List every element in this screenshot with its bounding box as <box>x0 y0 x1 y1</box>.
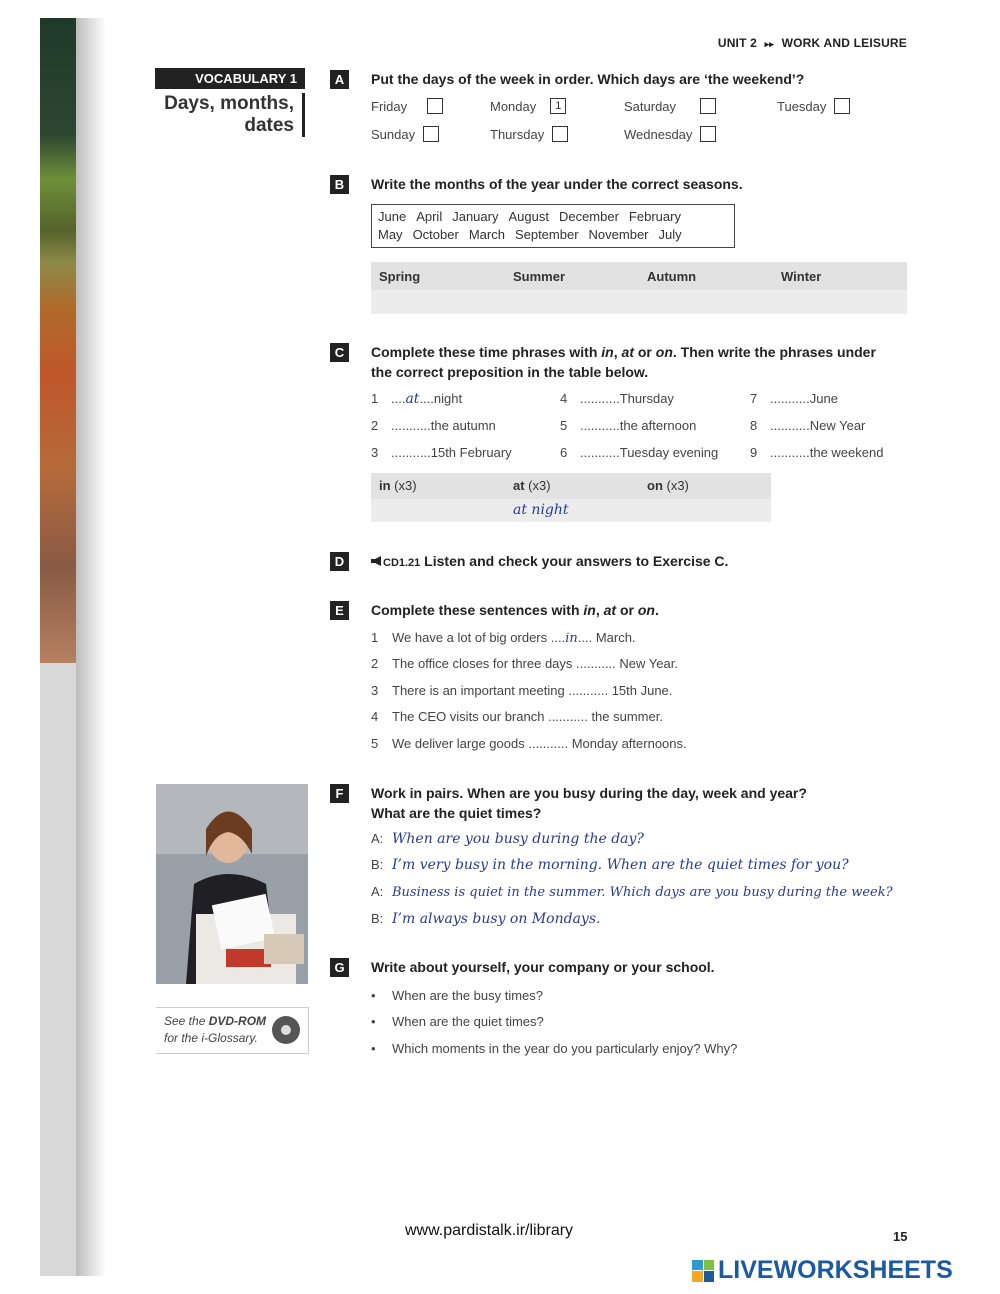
day-answer-box[interactable]: 1 <box>550 98 566 114</box>
instruction-text: or <box>616 602 638 618</box>
phrase-number: 7 <box>750 391 758 406</box>
section-d-instruction <box>371 551 911 573</box>
phrase-answer[interactable]: at <box>405 391 420 407</box>
season-header: Summer <box>513 269 566 284</box>
season-header: Winter <box>781 269 822 284</box>
businesswoman-photo <box>156 784 308 984</box>
sentence-text: 15th June. <box>611 683 673 698</box>
month-word: July <box>658 227 682 242</box>
preposition-header-on <box>647 478 689 493</box>
audio-speaker-icon[interactable] <box>371 556 381 566</box>
month-word: March <box>468 227 505 242</box>
footer-url[interactable]: www.pardistalk.ir/library <box>405 1222 574 1239</box>
sentence-text: We have a lot of big orders <box>392 630 548 645</box>
day-label: Tuesday <box>777 98 827 114</box>
seasons-table <box>371 262 907 314</box>
month-word: February <box>628 209 681 224</box>
section-f-instruction <box>371 783 911 823</box>
phrase-number: 8 <box>750 418 758 433</box>
instruction-text: or <box>633 344 656 360</box>
month-word: December <box>558 209 619 224</box>
phrase-item <box>750 391 838 406</box>
month-word: October <box>412 227 459 242</box>
month-word: August <box>508 209 549 224</box>
instruction-word-in: in <box>601 344 614 360</box>
dialogue-line <box>371 884 893 900</box>
dvd-text: for the i-Glossary. <box>164 1031 258 1045</box>
day-answer-box[interactable] <box>700 98 716 114</box>
liveworksheets-brand: LIVEWORKSHEETS <box>718 1256 953 1284</box>
section-g-letter: G <box>330 958 349 977</box>
dialogue-text[interactable]: When are you busy during the day? <box>392 831 644 847</box>
instruction-text: . <box>654 602 659 618</box>
sentence-text: New Year. <box>619 656 678 671</box>
instruction-word-on: on <box>655 344 673 360</box>
sentence-text: March. <box>595 630 636 645</box>
bullet-icon: • <box>371 988 376 1003</box>
sentence-text: There is an important meeting <box>392 683 565 698</box>
day-label: Thursday <box>490 126 545 142</box>
bullet-item <box>371 988 543 1003</box>
sentence-blank: .... <box>577 630 593 645</box>
phrase-blank[interactable]: ........... <box>391 445 431 460</box>
sentence-item <box>371 709 663 724</box>
phrase-number: 1 <box>371 391 379 406</box>
day-label: Sunday <box>371 126 416 142</box>
dialogue-line <box>371 831 644 847</box>
preposition-answer-row[interactable] <box>371 499 771 522</box>
cd-track: CD1.21 <box>383 557 421 569</box>
month-word: April <box>416 209 443 224</box>
month-word: June <box>378 209 407 224</box>
phrase-text: New Year <box>809 418 866 433</box>
preposition-table <box>371 473 771 522</box>
phrase-text: Tuesday evening <box>619 445 719 460</box>
sentence-blank[interactable]: ........... <box>568 683 609 698</box>
phrase-item <box>560 445 718 460</box>
sentence-text: We deliver large goods <box>392 736 525 751</box>
bullet-text: When are the busy times? <box>392 988 544 1003</box>
instruction-text: the correct preposition in the table below. <box>371 364 649 380</box>
phrase-text: the afternoon <box>619 418 697 433</box>
phrase-item <box>750 418 865 433</box>
instruction-word-at: at <box>603 602 617 618</box>
day-item-thursday <box>490 126 568 142</box>
phrase-blank[interactable]: ........... <box>580 391 620 406</box>
preposition-header-at <box>513 478 551 493</box>
section-a-instruction: Put the days of the week in order. Which days are ‘the weekend’? <box>371 71 805 87</box>
phrase-number: 4 <box>560 391 568 406</box>
phrase-number: 2 <box>371 418 379 433</box>
sentence-answer[interactable]: in <box>565 631 578 646</box>
vocabulary-heading <box>155 68 305 137</box>
bullet-item <box>371 1014 544 1029</box>
dvd-rom-label: DVD-ROM <box>208 1014 267 1028</box>
day-item-sunday <box>371 126 439 142</box>
sentence-blank: .... <box>550 630 566 645</box>
preposition-word: in <box>379 478 391 493</box>
page-number: 15 <box>893 1229 908 1244</box>
bullet-icon: • <box>371 1041 376 1056</box>
month-word: November <box>588 227 649 242</box>
instruction-word-in: in <box>583 602 596 618</box>
instruction-text: Listen and check your answers to Exercise C. <box>420 553 729 569</box>
instruction-text: , <box>613 344 622 360</box>
section-d-letter: D <box>330 552 349 571</box>
day-answer-box[interactable] <box>834 98 850 114</box>
bullet-icon: • <box>371 1014 376 1029</box>
sentence-number: 1 <box>371 630 379 645</box>
day-label: Saturday <box>624 98 677 114</box>
unit-label: UNIT 2 <box>717 36 758 50</box>
dialogue-speaker: A: <box>371 884 384 899</box>
dialogue-text[interactable]: Business is quiet in the summer. Which days are you busy during the week? <box>392 885 893 900</box>
day-answer-box[interactable] <box>427 98 443 114</box>
preposition-word: on <box>647 478 663 493</box>
section-f-letter: F <box>330 784 349 803</box>
sentence-number: 5 <box>371 736 379 751</box>
dvd-text: See the <box>164 1014 209 1028</box>
vocabulary-tag: VOCABULARY 1 <box>155 68 305 89</box>
phrase-blank[interactable]: ........... <box>770 445 810 460</box>
vocabulary-title-line2: dates <box>244 115 294 136</box>
month-word: January <box>452 209 499 224</box>
phrase-item <box>750 445 883 460</box>
dvd-rom-note <box>156 1007 309 1054</box>
bullet-text: When are the quiet times? <box>392 1014 544 1029</box>
bullet-item <box>371 1041 737 1056</box>
sentence-item <box>371 656 678 671</box>
day-item-tuesday <box>777 98 850 114</box>
arrows-icon: ▸▸ <box>764 39 775 49</box>
phrase-item <box>371 445 512 460</box>
phrase-blank: .... <box>419 391 434 406</box>
vocabulary-title <box>155 93 305 137</box>
liveworksheets-grid-icon <box>692 1260 714 1282</box>
sentence-item <box>371 630 636 646</box>
phrase-blank: .... <box>391 391 406 406</box>
sentence-text: Monday afternoons. <box>571 736 687 751</box>
day-answer-box[interactable] <box>423 126 439 142</box>
months-row <box>378 208 728 226</box>
preposition-count: (x3) <box>390 478 417 493</box>
preposition-count: (x3) <box>662 478 689 493</box>
dialogue-speaker: B: <box>371 857 384 872</box>
day-answer-box[interactable] <box>552 126 568 142</box>
sentence-text: The CEO visits our branch <box>392 709 545 724</box>
dialogue-text[interactable]: I’m always busy on Mondays. <box>392 911 601 927</box>
section-b-letter: B <box>330 175 349 194</box>
phrase-text: the autumn <box>430 418 496 433</box>
phrase-item <box>560 418 696 433</box>
dialogue-line <box>371 857 849 873</box>
vocabulary-title-line1: Days, months, <box>164 93 294 114</box>
phrase-blank[interactable]: ........... <box>391 418 431 433</box>
instruction-text: , <box>595 602 604 618</box>
phrase-number: 6 <box>560 445 568 460</box>
dialogue-speaker: B: <box>371 911 384 926</box>
section-g-instruction: Write about yourself, your company or your school. <box>371 959 715 975</box>
instruction-text: Complete these sentences with <box>371 602 584 618</box>
day-label: Monday <box>490 98 537 114</box>
sentence-item <box>371 736 687 751</box>
preposition-word: at <box>513 478 525 493</box>
preposition-count: (x3) <box>524 478 551 493</box>
day-item-friday <box>371 98 443 114</box>
sentence-number: 4 <box>371 709 379 724</box>
sentence-number: 3 <box>371 683 379 698</box>
unit-header <box>718 36 907 50</box>
sentence-blank[interactable]: ........... <box>576 656 616 671</box>
phrase-number: 5 <box>560 418 568 433</box>
season-header: Spring <box>379 269 421 284</box>
months-row <box>378 226 728 244</box>
preposition-header-in <box>379 478 417 493</box>
instruction-text: . Then write the phrases under <box>672 344 876 360</box>
seasons-answer-row[interactable] <box>371 290 907 314</box>
section-e-instruction <box>371 600 911 620</box>
phrase-number: 3 <box>371 445 379 460</box>
month-word: September <box>514 227 579 242</box>
instruction-word-at: at <box>621 344 634 360</box>
phrase-blank[interactable]: ........... <box>580 418 620 433</box>
spine-shadow <box>76 18 106 1276</box>
sentence-text: The office closes for three days <box>392 656 573 671</box>
phrase-text: the weekend <box>809 445 884 460</box>
day-label: Wednesday <box>624 126 693 142</box>
dvd-disc-icon <box>272 1016 300 1044</box>
preposition-answer[interactable]: at night <box>513 502 569 518</box>
phrase-text: night <box>433 391 463 406</box>
section-c-letter: C <box>330 343 349 362</box>
instruction-line: Work in pairs. When are you busy during the day, week and year? <box>371 785 807 801</box>
phrase-blank[interactable]: ........... <box>770 418 810 433</box>
season-header: Autumn <box>647 269 697 284</box>
phrase-item <box>560 391 674 406</box>
instruction-text: Complete these time phrases with <box>371 344 602 360</box>
phrase-item <box>371 418 496 433</box>
sentence-blank[interactable]: ........... <box>528 736 569 751</box>
dialogue-text[interactable]: I’m very busy in the morning. When are the quiet times for you? <box>392 857 849 873</box>
phrase-blank[interactable]: ........... <box>580 445 620 460</box>
day-item-monday <box>490 98 566 114</box>
sentence-number: 2 <box>371 656 379 671</box>
phrase-blank[interactable]: ........... <box>770 391 810 406</box>
sentence-text: the summer. <box>591 709 663 724</box>
day-label: Friday <box>371 98 408 114</box>
day-answer-box[interactable] <box>700 126 716 142</box>
section-c-instruction <box>371 342 911 382</box>
months-word-box <box>371 204 735 248</box>
section-a-letter: A <box>330 70 349 89</box>
month-word: May <box>378 227 403 242</box>
phrase-number: 9 <box>750 445 758 460</box>
spine-photo-strip <box>40 18 76 663</box>
bullet-text: Which moments in the year do you particularly enjoy? Why? <box>392 1041 738 1056</box>
day-item-wednesday <box>624 126 716 142</box>
section-b-instruction: Write the months of the year under the correct seasons. <box>371 176 743 192</box>
phrase-item <box>371 391 462 407</box>
phrase-text: June <box>809 391 838 406</box>
liveworksheets-logo[interactable] <box>692 1256 953 1285</box>
sentence-blank[interactable]: ........... <box>548 709 588 724</box>
dvd-rom-text <box>164 1013 266 1047</box>
unit-section: WORK AND LEISURE <box>781 36 907 50</box>
photo-illustration <box>156 784 308 984</box>
phrase-text: 15th February <box>430 445 512 460</box>
phrase-text: Thursday <box>619 391 674 406</box>
section-e-letter: E <box>330 601 349 620</box>
instruction-line: What are the quiet times? <box>371 805 542 821</box>
instruction-word-on: on <box>637 602 655 618</box>
day-item-saturday <box>624 98 716 114</box>
sentence-item <box>371 683 672 698</box>
dialogue-speaker: A: <box>371 831 384 846</box>
dialogue-line <box>371 911 600 927</box>
